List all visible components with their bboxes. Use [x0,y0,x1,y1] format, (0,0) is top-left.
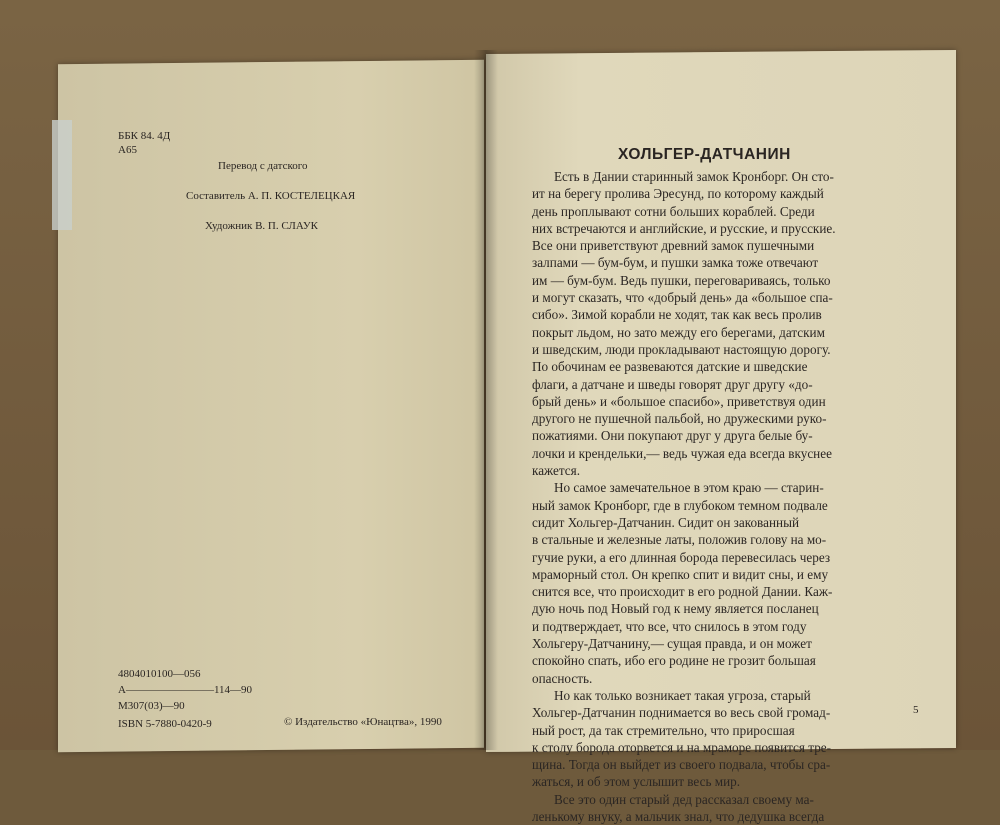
story-line: лочки и крендельки,— ведь чужая еда всегда вкуснее [532,445,832,461]
story-line: сибо». Зимой корабли не ходят, так как весь пролив [532,307,822,323]
story-line: ный рост, да так стремительно, что приросшая [532,722,795,738]
story-line: и подтверждает, что все, что снилось в этом году [532,618,807,634]
story-text [532,168,924,825]
a-code: А65 [118,144,137,156]
book-spine [474,50,498,750]
story-line: залпами — бум-бум, и пушки замка тоже отвечают [532,255,819,271]
story-line: Хольгер-Датчанин поднимается во весь свой громад- [532,705,831,721]
artist-credit: Художник В. П. СЛАУК [205,220,318,232]
translation-note: Перевод с датского [218,160,308,172]
story-line: брый день» и «большое спасибо», приветствуя один [532,393,826,409]
story-line: к столу борода оторвется и на мраморе появится тре- [532,739,832,755]
story-line: Хольгеру-Датчанину,— сущая правда, и он может [532,636,812,652]
story-line: ный замок Кронборг, где в глубоком темном подвале [532,497,828,513]
story-line: флаги, а датчане и шведы говорят друг другу «до- [532,376,813,392]
story-line: пожатиями. Они покупают друг у друга белые бу- [532,428,813,444]
story-line: и шведским, люди прокладывают настоящую дорогу. [532,341,831,357]
story-line: покрыт льдом, но зато между его берегами, датским [532,324,825,340]
story-line: мраморный стол. Он крепко спит и видит сны, и ему [532,566,829,582]
story-line: Но как только возникает такая угроза, старый [554,687,811,703]
story-line: По обочинам ее развеваются датские и шведские [532,359,808,375]
copyright: © Издательство «Юнацтва», 1990 [284,716,442,728]
story-line: гучие руки, а его длинная борода перевесилась через [532,549,831,565]
bbk-code: ББК 84. 4Д [118,130,171,142]
page-number: 5 [913,704,919,716]
story-line: Есть в Дании старинный замок Кронборг. Он сто- [554,169,834,184]
compiler-credit: Составитель А. П. КОСТЕЛЕЦКАЯ [186,190,356,202]
story-line: ленькому внуку, а мальчик знал, что дедушка всегда [532,808,825,824]
catalog-code-1: 4804010100—056 [118,668,201,680]
story-line: спокойно спать, ибо его родине не грозит большая [532,653,816,669]
tape-strip [52,120,72,230]
story-line: жаться, и об этом услышит весь мир. [532,774,741,790]
story-line: Все это один старый дед рассказал своему ма- [554,791,814,807]
story-line: Все они приветствуют древний замок пушечными [532,238,815,254]
story-line: снится все, что происходит в его родной Дании. Каж- [532,584,833,600]
story-line: сидит Хольгер-Датчанин. Сидит он закованный [532,514,799,530]
isbn: ISBN 5-7880-0420-9 [118,718,212,730]
story-line: опасность. [532,670,593,686]
story-line: ит на берегу пролива Эресунд, по которому каждый [532,186,824,202]
story-line: в стальные и железные латы, положив голову на мо- [532,532,827,548]
story-line: другого не пушечной пальбой, но дружескими руко- [532,411,827,427]
catalog-code-2: А————————114—90 [118,684,253,696]
story-line: кажется. [532,463,580,479]
story-line: им — бум-бум. Ведь пушки, переговариваясь, только [532,272,831,288]
story-line: день проплывают сотни больших кораблей. Среди [532,203,815,219]
story-line: дую ночь под Новый год к нему является посланец [532,601,819,617]
catalog-code-3: М307(03)—90 [118,700,185,712]
story-line: Но самое замечательное в этом краю — старин- [554,480,824,496]
story-line: них встречаются и английские, и русские, и прусские. [532,220,836,236]
story-line: и могут сказать, что «добрый день» да «большое спа- [532,290,833,306]
story-title: ХОЛЬГЕР-ДАТЧАНИН [618,146,791,163]
story-line: щина. Тогда он выйдет из своего подвала, чтобы сра- [532,757,831,773]
